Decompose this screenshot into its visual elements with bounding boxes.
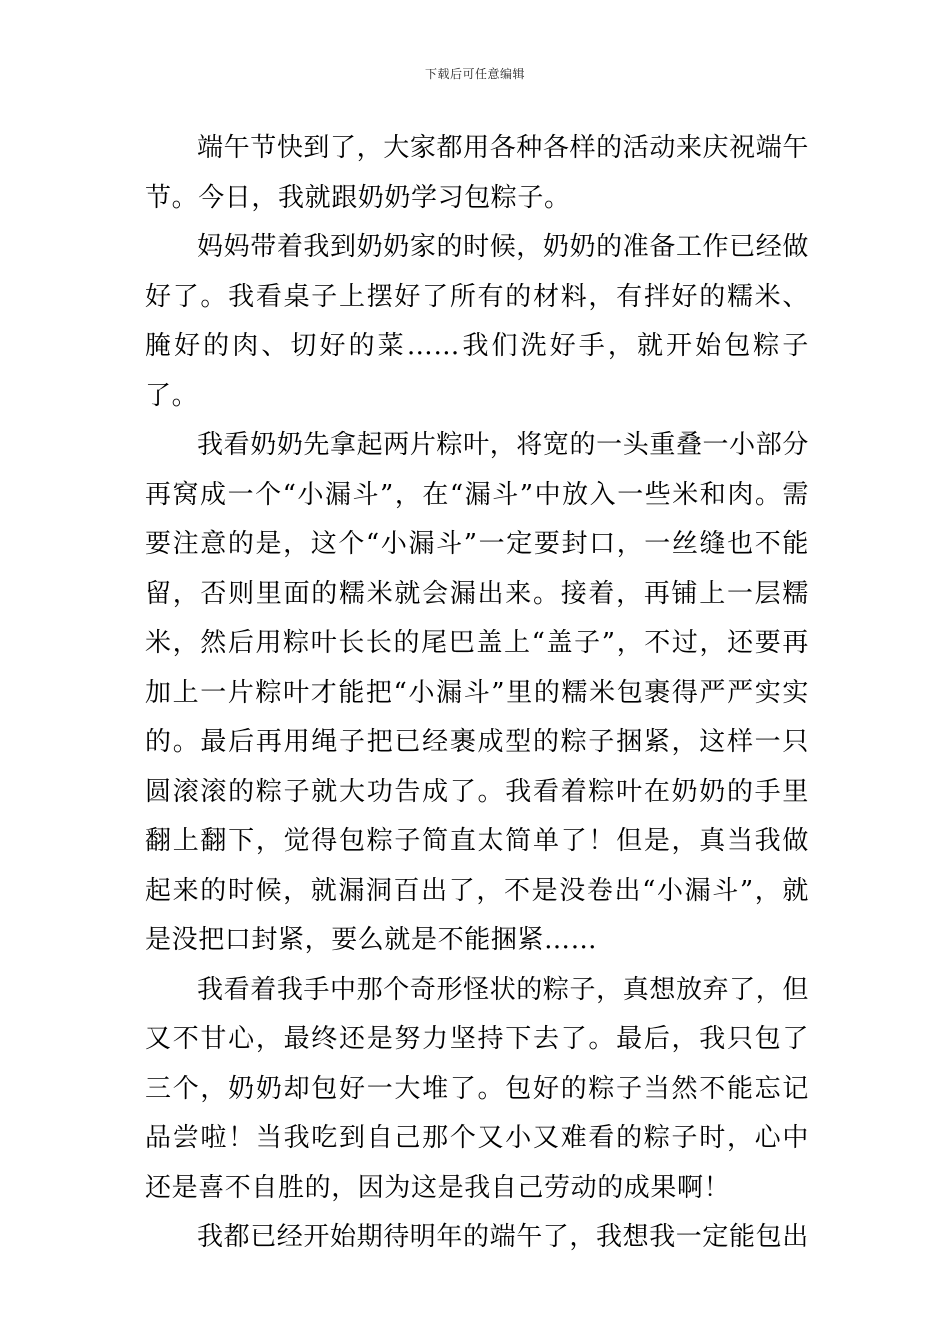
header-note: 下载后可任意编辑 (424, 67, 525, 81)
paragraph-1: 端午节快到了，大家都用各种各样的活动来庆祝端午节。今日，我就跟奶奶学习包粽子。 (145, 133, 809, 213)
paragraph-5: 我都已经开始期待明年的端午了，我想我一定能包出 (197, 1222, 809, 1252)
paragraph-3: 我看奶奶先拿起两片粽叶，将宽的一头重叠一小部分再窝成一个“小漏斗”，在“漏斗”中放入一些米和肉。需要注意的是，这个“小漏斗”一定要封口，一丝缝也不能留，否则里面的糯米就会漏出来。接着，再铺上一层糯米，然后用粽叶长长的尾巴盖上“盖子”，不过，还要再加上一片粽叶才能把“小漏斗”里的糯米包裹得严严实实的。最后再用绳子把已经裹成型的粽子捆紧，这样一只圆滚滚的粽子就大功告成了。我看着粽叶在奶奶的手里翻上翻下，觉得包粽子简直太简单了！但是，真当我做起来的时候，就漏洞百出了，不是没卷出“小漏斗”，就是没把口封紧，要么就是不能捆紧…… (145, 430, 809, 955)
essay-body (145, 124, 809, 1263)
paragraph-4: 我看着我手中那个奇形怪状的粽子，真想放弃了，但又不甘心，最终还是努力坚持下去了。最后，我只包了三个，奶奶却包好一大堆了。包好的粽子当然不能忘记品尝啦！当我吃到自己那个又小又难看的粽子时，心中还是喜不自胜的，因为这是我自己劳动的成果啊！ (145, 974, 809, 1203)
paragraph-2: 妈妈带着我到奶奶家的时候，奶奶的准备工作已经做好了。我看桌子上摆好了所有的材料，有拌好的糯米、腌好的肉、切好的菜……我们洗好手，就开始包粽子了。 (145, 232, 809, 411)
